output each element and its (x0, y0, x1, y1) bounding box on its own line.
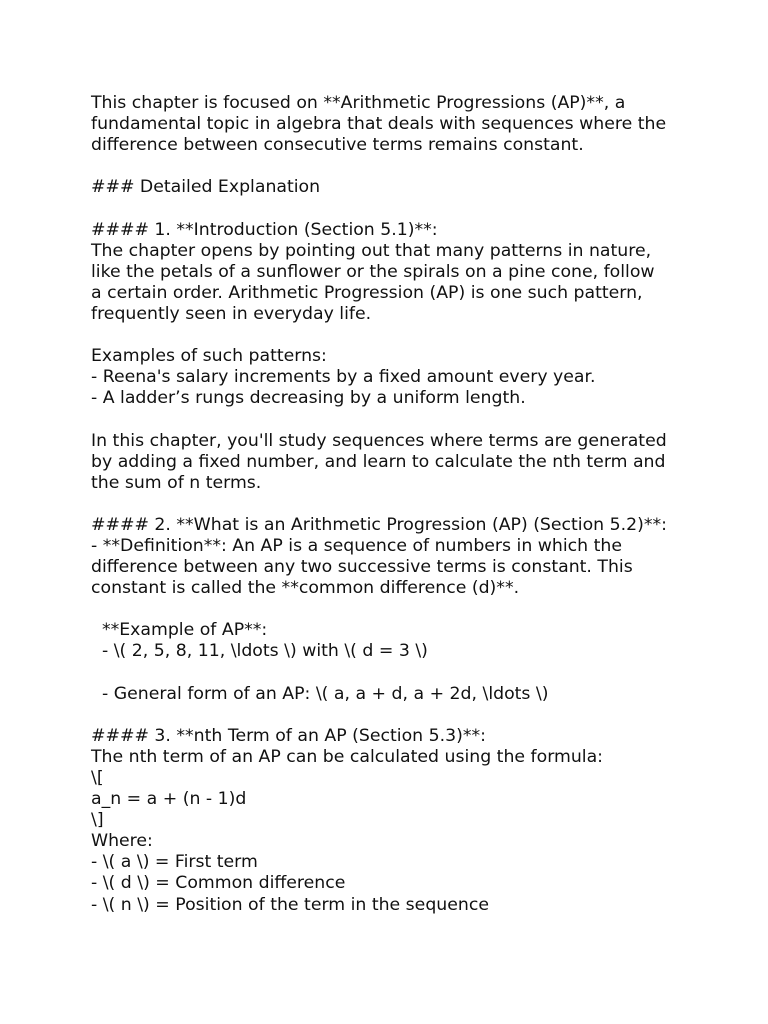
text-line: In this chapter, you'll study sequences where terms are generated (91, 430, 667, 451)
text-line: #### 3. **nth Term of an AP (Section 5.3)**: (91, 725, 486, 746)
document-page (91, 93, 751, 916)
blank-line (91, 156, 751, 177)
text-line: #### 2. **What is an Arithmetic Progression (AP) (Section 5.2)**: (91, 514, 667, 535)
blank-line (91, 409, 751, 430)
text-line: a_n = a + (n - 1)d (91, 789, 247, 810)
text-line: \[ (91, 768, 104, 788)
text-line: - Reena's salary increments by a fixed amount every year. (91, 367, 596, 388)
text-line: like the petals of a sunflower or the spirals on a pine cone, follow (91, 261, 655, 282)
text-line: frequently seen in everyday life. (91, 303, 372, 324)
text-line: difference between consecutive terms remains constant. (91, 135, 584, 156)
text-line: - A ladder’s rungs decreasing by a uniform length. (91, 388, 526, 409)
text-line: ### Detailed Explanation (91, 177, 321, 198)
text-line: fundamental topic in algebra that deals with sequences where the (91, 114, 667, 135)
text-line: **Example of AP**: (91, 620, 268, 641)
text-line: #### 1. **Introduction (Section 5.1)**: (91, 219, 438, 240)
blank-line (91, 198, 751, 219)
text-line: constant is called the **common difference (d)**. (91, 578, 520, 599)
text-line: - \( a \) = First term (91, 852, 258, 873)
blank-line (91, 494, 751, 515)
text-line: - \( 2, 5, 8, 11, \ldots \) with \( d = 3 \) (91, 641, 428, 662)
text-line: - **Definition**: An AP is a sequence of numbers in which the (91, 535, 622, 556)
text-line: difference between any two successive terms is constant. This (91, 557, 633, 578)
text-line: Examples of such patterns: (91, 346, 327, 367)
text-line: the sum of n terms. (91, 472, 262, 493)
blank-line (91, 325, 751, 346)
blank-line (91, 663, 751, 684)
text-line: This chapter is focused on **Arithmetic Progressions (AP)**, a (91, 93, 626, 113)
blank-line (91, 705, 751, 726)
text-line: Where: (91, 831, 153, 852)
text-line: by adding a fixed number, and learn to calculate the nth term and (91, 451, 666, 472)
text-line: - \( n \) = Position of the term in the sequence (91, 894, 489, 915)
blank-line (91, 599, 751, 620)
text-line: \] (91, 810, 104, 831)
text-line: - General form of an AP: \( a, a + d, a + 2d, \ldots \) (91, 683, 549, 704)
text-line: - \( d \) = Common difference (91, 873, 346, 894)
text-line: The nth term of an AP can be calculated using the formula: (91, 746, 603, 767)
text-line: a certain order. Arithmetic Progression (AP) is one such pattern, (91, 282, 643, 303)
text-line: The chapter opens by pointing out that many patterns in nature, (91, 240, 652, 261)
